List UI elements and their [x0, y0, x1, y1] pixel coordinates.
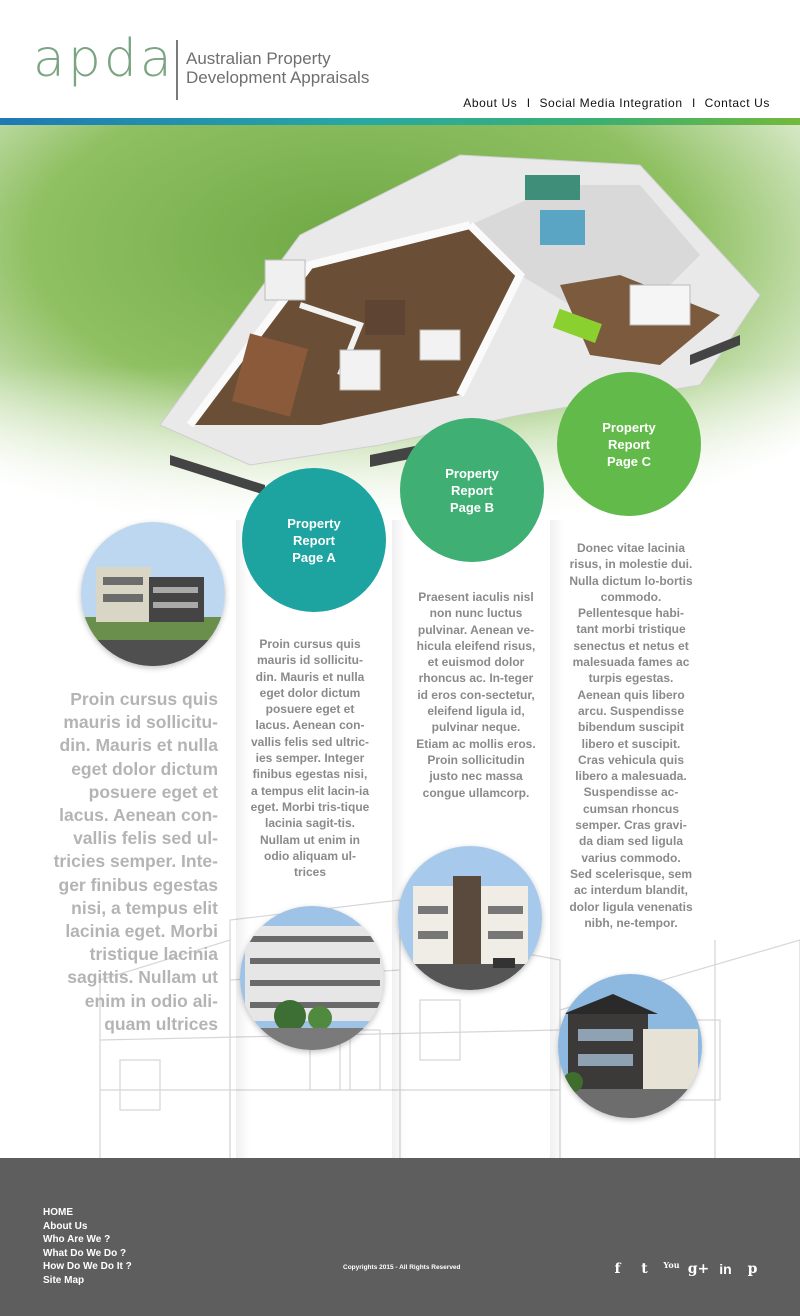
- nav-social-media-integration[interactable]: Social Media Integration: [539, 96, 683, 110]
- twitter-icon[interactable]: t: [641, 1261, 648, 1277]
- column-shadow-a: [236, 520, 250, 1170]
- site-header: [0, 0, 800, 118]
- footer-link-who-are-we[interactable]: Who Are We ?: [43, 1234, 111, 1245]
- house-photo-image: [558, 974, 702, 1118]
- report-c-title-line3: Page C: [606, 453, 652, 469]
- nav-contact-us[interactable]: Contact Us: [704, 96, 770, 110]
- report-c-title-line2: Report: [608, 436, 650, 452]
- top-nav: [463, 96, 770, 110]
- site-footer: [0, 1158, 800, 1316]
- footer-link-how-do-we-do-it[interactable]: How Do We Do It ?: [43, 1261, 132, 1272]
- youtube-icon[interactable]: [658, 1261, 685, 1277]
- intro-building-photo: [81, 522, 225, 666]
- report-a-photo: [240, 906, 384, 1050]
- column-shadow-c: [550, 520, 564, 1170]
- report-c-circle-button[interactable]: [557, 372, 701, 516]
- nav-separator: I: [526, 96, 531, 110]
- report-c-photo: [558, 974, 702, 1118]
- logo-tagline-line2: Development Appraisals: [186, 68, 370, 87]
- footer-link-site-map[interactable]: Site Map: [43, 1274, 85, 1286]
- report-b-title-line2: Report: [451, 482, 493, 498]
- report-a-circle-button[interactable]: [242, 468, 386, 612]
- report-a-title-line3: Page A: [292, 549, 336, 565]
- intro-text: Proin cursus quis mauris id sollicitu-din. Mauris et nulla eget dolor dictum posuere eget et lacus. Aenean con-vallis felis sed ul-tricies semper. Inte-ger finibus egestas nisi, a tempus elit lacinia eget. Morbi tristique lacinia sagittis. Nullam ut enim in odio ali-quam ultrices: [53, 689, 218, 1034]
- social-icons: [604, 1261, 766, 1277]
- nav-about-us[interactable]: About Us: [463, 96, 518, 110]
- footer-link-home[interactable]: HOME: [43, 1207, 73, 1218]
- report-a-text: Proin cursus quis mauris id sollicitu-din. Mauris et nulla eget dolor dictum posuere eget et lacus. Aenean con-vallis felis sed ultric-ies semper. Integer finibus egestas nisi, a tempus elit lacin-ia eget. Morbi tris-tique lacinia sagit-tis. Nullam ut enim in odio aliquam ul-trices: [250, 637, 370, 880]
- report-b-photo: [398, 846, 542, 990]
- footer-link-what-do-we-do[interactable]: What Do We Do ?: [43, 1247, 127, 1259]
- accent-bar: [0, 118, 800, 125]
- logo-wordmark[interactable]: apda: [33, 29, 175, 89]
- linkedin-icon[interactable]: in: [719, 1261, 732, 1277]
- building-photo-image: [81, 522, 225, 666]
- logo-divider: [176, 40, 178, 100]
- footer-link-about-us[interactable]: About Us: [43, 1220, 88, 1232]
- report-c-title-line1: Property: [602, 419, 656, 435]
- report-b-circle-button[interactable]: [400, 418, 544, 562]
- apartment-photo-image: [240, 906, 384, 1050]
- report-b-title-line3: Page B: [449, 499, 495, 515]
- logo-tagline-line1: Australian Property: [186, 49, 331, 68]
- column-shadow-b: [392, 520, 406, 1170]
- copyright-text: Copyrights 2015 - All Rights Reserved: [343, 1264, 461, 1271]
- google-plus-icon[interactable]: g+: [687, 1261, 710, 1277]
- footer-links: [43, 1206, 132, 1287]
- report-c-text: Donec vitae lacinia risus, in molestie dui. Nulla dictum lo-bortis commodo. Pellentesque habi-tant morbi tristique senectus et netus et malesuada fames ac turpis egestas. Aenean quis libero arcu. Suspendisse bibendum suscipit libero et suscipit. Cras vehicula quis libero a malesuada. Suspendisse ac-cumsan rhoncus semper. Cras gravi-da diam sed ligula varius commodo. Sed scelerisque, sem ac interdum blandit, dolor ligula venenatis nibh, ne-tempor.: [569, 541, 693, 930]
- report-a-title-line2: Report: [293, 532, 335, 548]
- nav-separator: I: [691, 96, 696, 110]
- youtube-icon-label: You: [663, 1260, 680, 1270]
- report-a-title-line1: Property: [287, 515, 341, 531]
- logo-tagline: [186, 49, 446, 87]
- facebook-icon[interactable]: f: [614, 1261, 621, 1277]
- pinterest-icon[interactable]: p: [747, 1261, 758, 1277]
- townhouse-photo-image: [398, 846, 542, 990]
- report-b-text: Praesent iaculis nisl non nunc luctus pulvinar. Aenean ve-hicula eleifend risus, et euismod dolor rhoncus ac. In-teger id eros con-sectetur, eleifend ligula id, pulvinar neque. Etiam ac mollis eros. Proin sollicitudin justo nec massa congue ullamcorp.: [416, 590, 536, 800]
- report-b-title-line1: Property: [445, 465, 499, 481]
